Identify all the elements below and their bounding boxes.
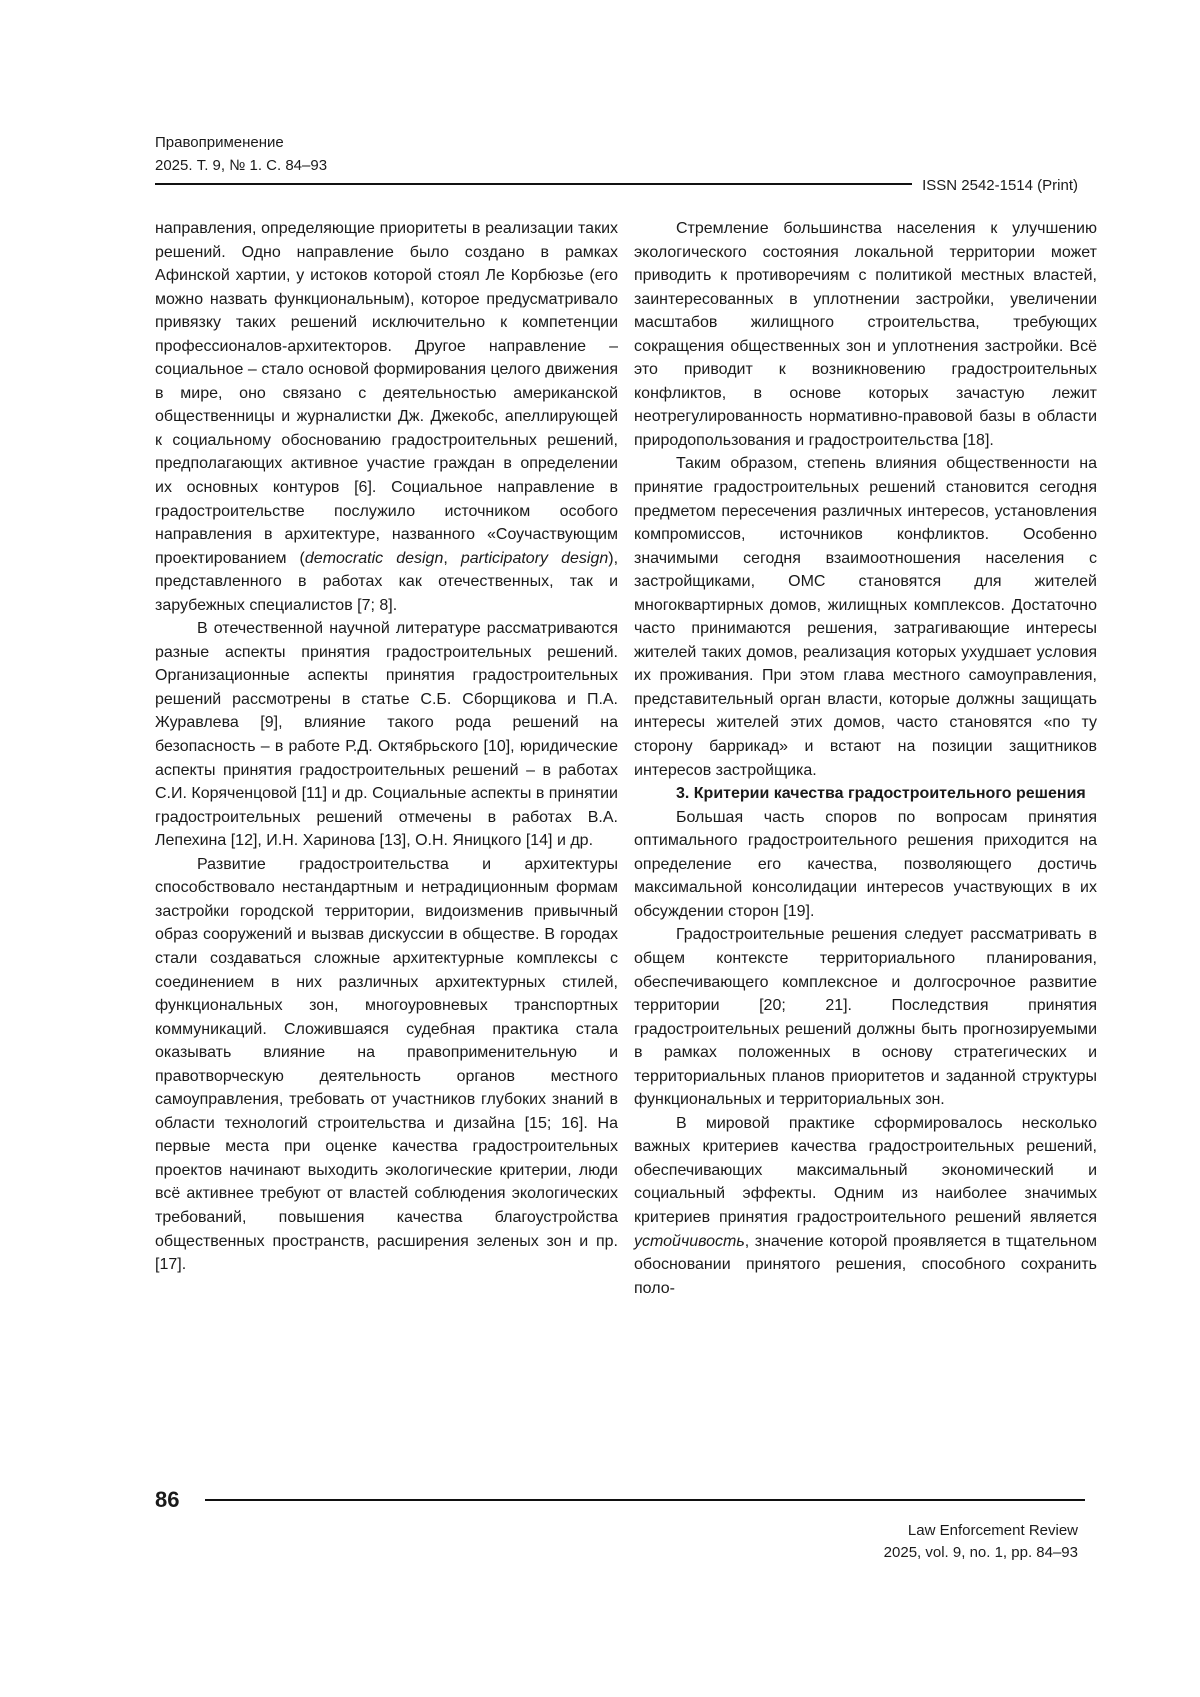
paragraph: Стремление большинства населения к улучшению экологического состояния локальной территории может приводить к противоречиям с политикой местных властей, заинтересованных в уплотнении застройки, увеличении масштабов жилищного строительства, требующих сокращения общественных зон и уплотнения застройки. Всё это приводит к возникновению градостроительных конфликтов, в основе которых зачастую лежит неотрегулированность нормативно-правовой базы в области природопользования и градостроительства [18]. xyxy=(634,220,1097,449)
issue-citation-en: 2025, vol. 9, no. 1, pp. 84–93 xyxy=(883,1544,1078,1561)
italic-term: устойчивость xyxy=(634,1232,745,1250)
paragraph: Градостроительные решения следует рассматривать в общем контексте территориального планирования, обеспечивающего комплексное и долгосрочное развитие территории [20; 21]. Последствия принятия градостроительных решений должны быть прогнозируемыми в рамках положенных в основу стратегических и территориальных планов приоритетов и заданной структуры функциональных и территориальных зон. xyxy=(634,926,1097,1109)
running-footer xyxy=(884,1520,1078,1564)
section-heading: 3. Критерии качества градостроительного решения xyxy=(676,785,1086,803)
italic-term: democratic design xyxy=(304,549,444,567)
paragraph: В мировой практике сформировалось несколько важных критериев качества градостроительных решений, обеспечивающих максимальный экономический и социальный эффекты. Одним из наиболее значимых критериев принятия градостроительного решений является устойчивость, значение которой проявляется в тщательном обосновании принятого решения, способного сохранить поло- xyxy=(634,1114,1097,1297)
right-column xyxy=(634,217,1097,1300)
left-column xyxy=(155,217,618,1277)
journal-title: Правоприменение xyxy=(155,134,284,151)
issue-citation: 2025. Т. 9, № 1. С. 84–93 xyxy=(155,157,328,174)
paragraph: Развитие градостроительства и архитектуры способствовало нестандартным и нетрадиционным формам застройки городской территории, видоизменив привычный образ сооружений и вызвав дискуссии в обществе. В городах стали создаваться сложные архитектурные комплексы с соединением в них различных архитектурных стилей, функциональных зон, многоуровневых транспортных коммуникаций. Сложившаяся судебная практика стала оказывать влияние на правоприменительную и правотворческую деятельность органов местного самоуправления, требовать от участников глубоких знаний в области технологий строительства и дизайна [15; 16]. На первые места при оценке качества градостроительных проектов начинают выходить экологические критерии, люди всё активнее требуют от властей соблюдения экологических требований, повышения качества благоустройства общественных пространств, расширения зеленых зон и пр. [17]. xyxy=(155,855,618,1274)
page-number: 86 xyxy=(155,1487,180,1512)
journal-title-en: Law Enforcement Review xyxy=(907,1522,1078,1539)
running-header xyxy=(155,131,327,177)
issn: ISSN 2542-1514 (Print) xyxy=(922,177,1078,194)
italic-term: participatory design xyxy=(460,549,609,567)
footer-rule xyxy=(205,1499,1085,1501)
paragraph: В отечественной научной литературе рассматриваются разные аспекты принятия градостроительных решений. Организационные аспекты принятия градостроительных решений рассмотрены в статье С.Б. Сборщикова и П.А. Журавлева [9], влияние такого рода решений на безопасность – в работе Р.Д. Октябрьского [10], юридические аспекты принятия градостроительных решений – в работах С.И. Коряченцовой [11] и др. Социальные аспекты в принятии градостроительных решений отмечены в работах В.А. Лепехина [12], И.Н. Харинова [13], О.Н. Яницкого [14] и др. xyxy=(155,620,618,850)
paragraph: направления, определяющие приоритеты в реализации таких решений. Одно направление было создано в рамках Афинской хартии, у истоков которой стоял Ле Корбюзье (его можно назвать функциональным), которое предусматривало привязку таких решений исключительно к компетенции профессионалов-архитекторов. Другое направление – социальное – стало основой формирования целого движения в мире, оно связано с деятельностью американской общественницы и журналистки Дж. Джекобс, апеллирующей к социальному обоснованию градостроительных решений, предполагающих активное участие граждан в определении их основных контуров [6]. Социальное направление в градостроительстве послужило источником особого направления в архитектуре, названного «Соучаствующим проектированием (democratic design, participatory design), представленного в работах как отечественных, так и зарубежных специалистов [7; 8]. xyxy=(155,220,619,614)
paragraph: Таким образом, степень влияния общественности на принятие градостроительных решений становится сегодня предметом пересечения различных интересов, установления компромиссов, источников конфликтов. Особенно значимыми сегодня взаимоотношения населения с застройщиками, ОМС становятся для жителей многоквартирных домов, жилищных комплексов. Достаточно часто принимаются решения, затрагивающие интересы жителей таких домов, реализация которых ухудшает условия их проживания. При этом глава местного самоуправления, представительный орган власти, которые должны защищать интересы жителей этих домов, часто становятся «по ту сторону баррикад» и встают на позиции защитников интересов застройщика. xyxy=(634,455,1097,779)
header-rule xyxy=(155,183,912,185)
paragraph: Большая часть споров по вопросам принятия оптимального градостроительного решения приходится на определение его качества, позволяющего достичь максимальной консолидации интересов участвующих в их обсуждении сторон [19]. xyxy=(634,808,1097,920)
